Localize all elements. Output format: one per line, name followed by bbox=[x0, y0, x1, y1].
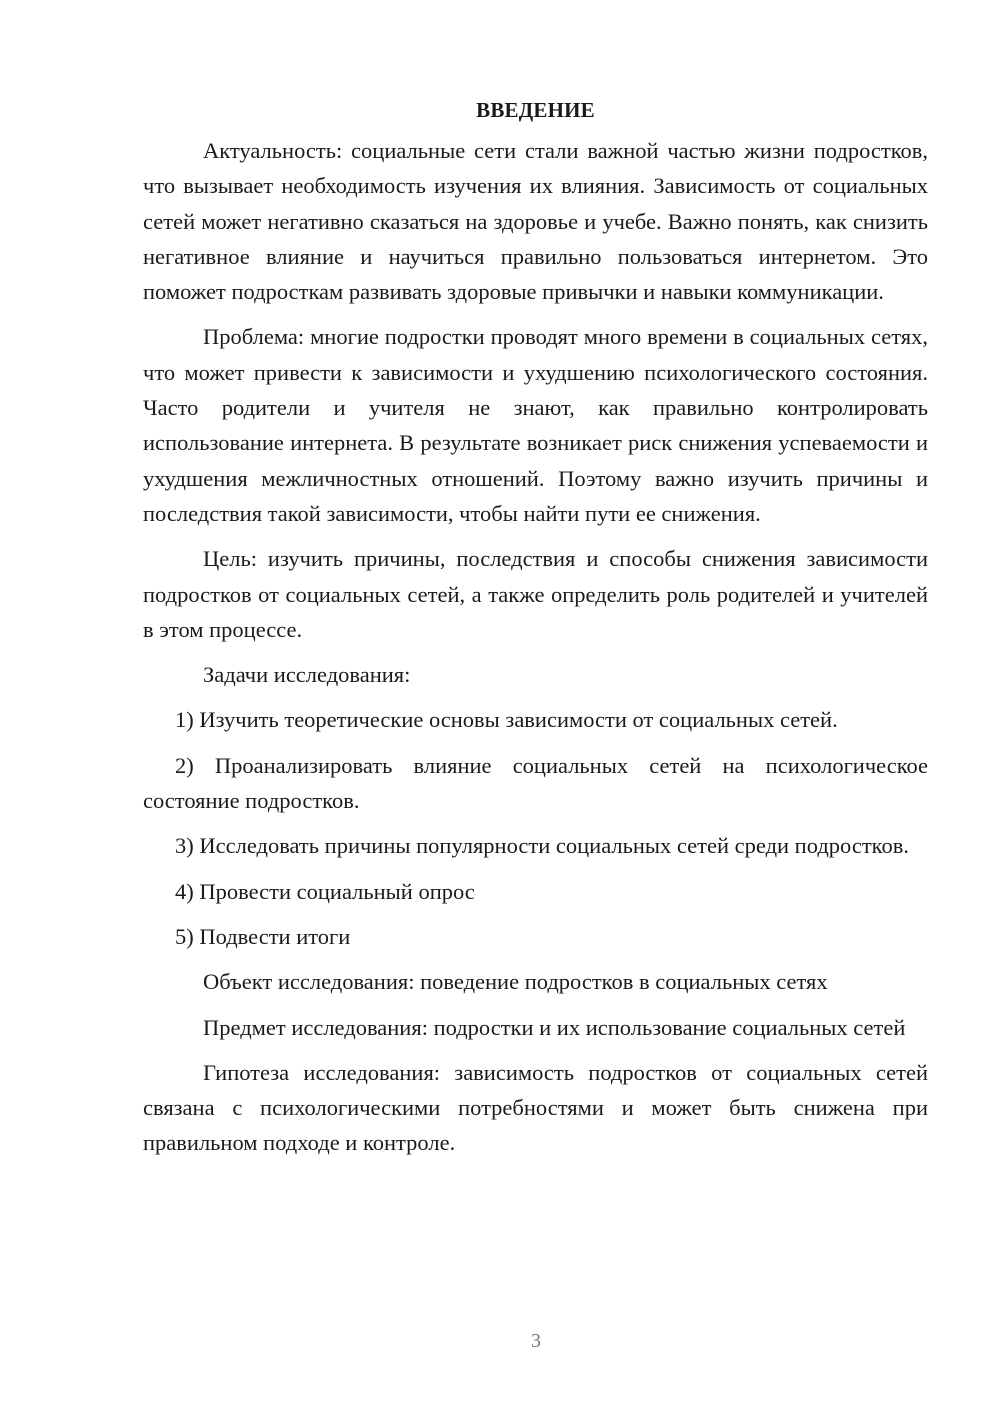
task-item: 2) Проанализировать влияние социальных сетей на психологическое состояние подростков. bbox=[143, 752, 928, 814]
task-item: 3) Исследовать причины популярности социальных сетей среди подростков. bbox=[175, 833, 909, 859]
goal-paragraph: Цель: изучить причины, последствия и способы снижения зависимости подростков от социальных сетей, а также определить роль родителей и учителей в этом процессе. bbox=[143, 546, 928, 642]
page-number: 3 bbox=[531, 1330, 541, 1352]
task-item: 1) Изучить теоретические основы зависимости от социальных сетей. bbox=[175, 707, 838, 733]
research-object-paragraph: Объект исследования: поведение подростков в социальных сетях bbox=[203, 969, 828, 995]
section-title: ВВЕДЕНИЕ bbox=[476, 98, 595, 122]
tasks-heading: Задачи исследования: bbox=[203, 662, 411, 688]
task-item: 5) Подвести итоги bbox=[175, 923, 351, 949]
hypothesis-paragraph: Гипотеза исследования: зависимость подростков от социальных сетей связана с психологическими потребностями и может быть снижена при правильном подходе и контроле. bbox=[143, 1059, 928, 1156]
document-page bbox=[143, 93, 928, 1171]
task-item: 4) Провести социальный опрос bbox=[175, 878, 475, 904]
research-subject-paragraph: Предмет исследования: подростки и их использование социальных сетей bbox=[203, 1014, 906, 1040]
relevance-paragraph: Актуальность: социальные сети стали важной частью жизни подростков, что вызывает необходимость изучения их влияния. Зависимость от социальных сетей может негативно сказаться на здоровье и учебе. Важно понять, как снизить негативное влияние и научиться правильно пользоваться интернетом. Это поможет подросткам развивать здоровые привычки и навыки коммуникации. bbox=[143, 138, 928, 305]
problem-paragraph: Проблема: многие подростки проводят много времени в социальных сетях, что может привести к зависимости и ухудшению психологического состояния. Часто родители и учителя не знают, как правильно контролировать использование интернета. В результате возникает риск снижения успеваемости и ухудшения межличностных отношений. Поэтому важно изучить причины и последствия такой зависимости, чтобы найти пути ее снижения. bbox=[143, 324, 928, 526]
